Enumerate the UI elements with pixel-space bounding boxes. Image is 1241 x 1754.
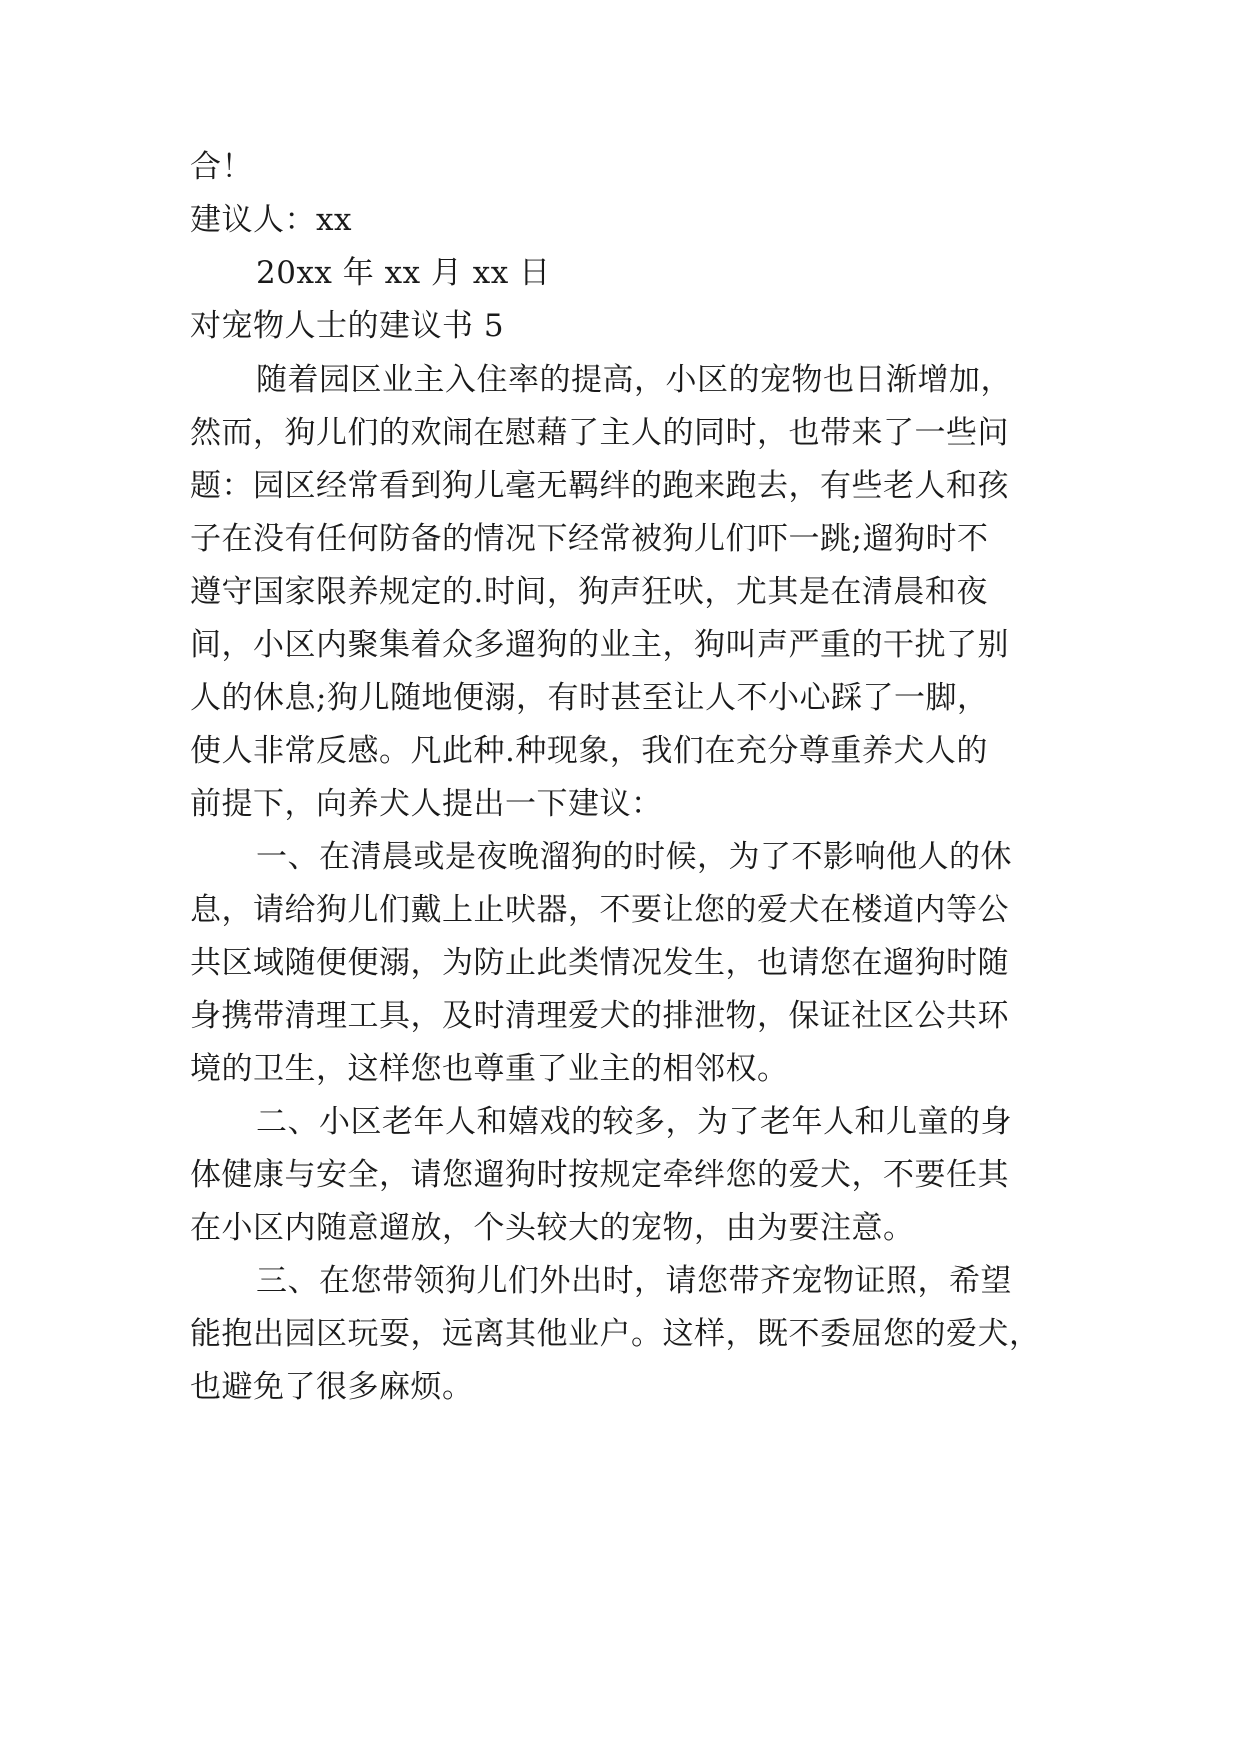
date-line: 20xx 年 xx 月 xx 日: [256, 255, 551, 291]
body-line: 息，请给狗儿们戴上止吠器，不要让您的爱犬在楼道内等公: [190, 892, 1009, 928]
body-line: 然而，狗儿们的欢闹在慰藉了主人的同时，也带来了一些问: [190, 415, 1009, 451]
body-line: 随着园区业主入住率的提高，小区的宠物也日渐增加，: [256, 362, 1012, 398]
body-line: 体健康与安全，请您遛狗时按规定牵绊您的爱犬，不要任其: [190, 1157, 1009, 1193]
closing-fragment: 合！: [190, 149, 253, 185]
body-line: 题：园区经常看到狗儿毫无羁绊的跑来跑去，有些老人和孩: [190, 468, 1009, 504]
body-line: 身携带清理工具，及时清理爱犬的排泄物，保证社区公共环: [190, 998, 1009, 1034]
body-line: 遵守国家限养规定的.时间，狗声狂吠，尤其是在清晨和夜: [190, 574, 988, 610]
body-line: 能抱出园区玩耍，远离其他业户。这样，既不委屈您的爱犬，: [190, 1316, 1041, 1352]
body-line: 境的卫生，这样您也尊重了业主的相邻权。: [190, 1051, 789, 1087]
section-title: 对宠物人士的建议书 5: [190, 308, 505, 344]
body-line: 三、在您带领狗儿们外出时，请您带齐宠物证照，希望: [256, 1263, 1012, 1299]
body-line: 间，小区内聚集着众多遛狗的业主，狗叫声严重的干扰了别: [190, 627, 1009, 663]
signer-line: 建议人：xx: [190, 202, 352, 238]
body-line: 二、小区老年人和嬉戏的较多，为了老年人和儿童的身: [256, 1104, 1012, 1140]
body-line: 也避免了很多麻烦。: [190, 1369, 474, 1405]
body-line: 使人非常反感。凡此种.种现象，我们在充分尊重养犬人的: [190, 733, 988, 769]
body-line: 前提下，向养犬人提出一下建议：: [190, 786, 663, 822]
body-line: 共区域随便便溺，为防止此类情况发生，也请您在遛狗时随: [190, 945, 1009, 981]
body-line: 子在没有任何防备的情况下经常被狗儿们吓一跳;遛狗时不: [190, 521, 989, 557]
body-line: 人的休息;狗儿随地便溺，有时甚至让人不小心踩了一脚，: [190, 680, 989, 716]
body-line: 在小区内随意遛放，个头较大的宠物，由为要注意。: [190, 1210, 915, 1246]
body-line: 一、在清晨或是夜晚溜狗的时候，为了不影响他人的休: [256, 839, 1012, 875]
